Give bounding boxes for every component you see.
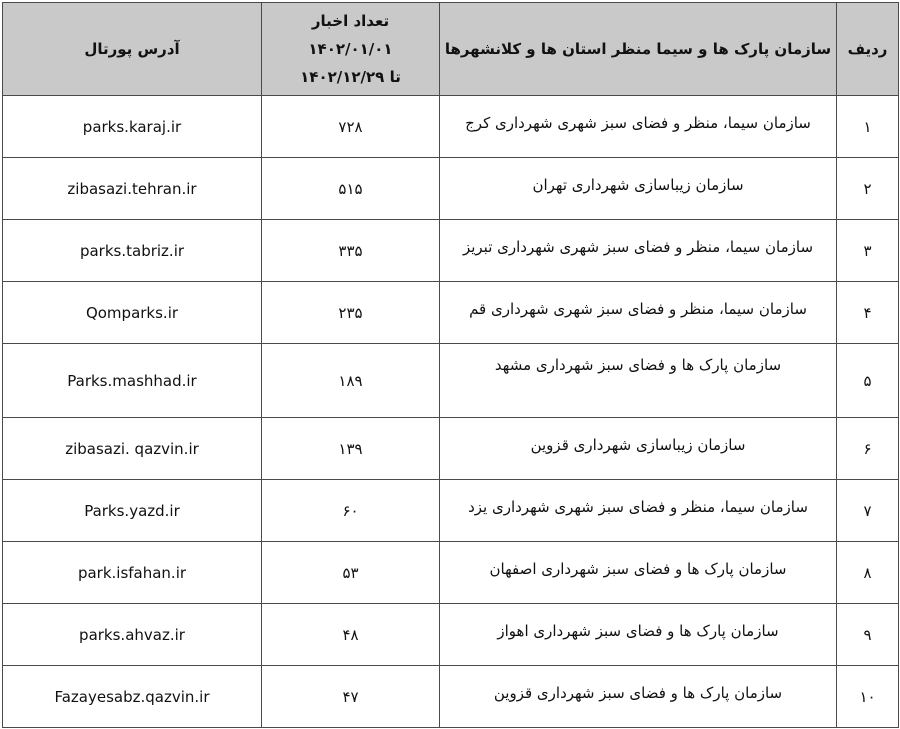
organization-name: سازمان زیباسازی شهرداری تهران xyxy=(532,175,744,194)
portal-address: park.isfahan.ir xyxy=(3,542,262,604)
header-row-number: ردیف xyxy=(837,3,899,96)
organization-name: سازمان سیما، منظر و فضای سبز شهری شهرداری یزد xyxy=(468,497,808,516)
portal-address: parks.karaj.ir xyxy=(3,96,262,158)
table-row xyxy=(3,158,899,220)
organization-name: سازمان سیما، منظر و فضای سبز شهری شهرداری قم xyxy=(469,299,807,318)
row-number: ۷ xyxy=(837,480,899,542)
table-row xyxy=(3,480,899,542)
table-body xyxy=(3,96,899,728)
row-number: ۶ xyxy=(837,418,899,480)
parks-news-table xyxy=(2,2,899,728)
news-count: ۳۳۵ xyxy=(262,220,440,282)
table-header xyxy=(3,3,899,96)
news-count: ۴۸ xyxy=(262,604,440,666)
news-count: ۴۷ xyxy=(262,666,440,728)
header-portal-address: آدرس پورتال xyxy=(3,3,262,96)
news-count: ۵۱۵ xyxy=(262,158,440,220)
table-row xyxy=(3,282,899,344)
table-row xyxy=(3,604,899,666)
row-number: ۱ xyxy=(837,96,899,158)
table-row xyxy=(3,418,899,480)
row-number: ۱۰ xyxy=(837,666,899,728)
table-row xyxy=(3,96,899,158)
organization-name: سازمان سیما، منظر و فضای سبز شهری شهرداری تبریز xyxy=(462,237,814,256)
row-number: ۲ xyxy=(837,158,899,220)
news-count: ۲۳۵ xyxy=(262,282,440,344)
organization-name: سازمان پارک ها و فضای سبز شهرداری اصفهان xyxy=(489,559,787,578)
portal-address: zibasazi. qazvin.ir xyxy=(3,418,262,480)
news-count: ۷۲۸ xyxy=(262,96,440,158)
organization-name: سازمان زیباسازی شهرداری قزوین xyxy=(530,435,746,454)
header-row xyxy=(3,3,899,96)
organization-name: سازمان پارک ها و فضای سبز شهرداری قزوین xyxy=(493,683,783,702)
organization-name: سازمان پارک ها و فضای سبز شهرداری مشهد xyxy=(494,356,782,374)
header-news-count xyxy=(262,3,440,96)
table-row xyxy=(3,666,899,728)
row-number: ۵ xyxy=(837,344,899,418)
row-number: ۳ xyxy=(837,220,899,282)
portal-address: Parks.mashhad.ir xyxy=(3,344,262,418)
header-organization: سازمان پارک ها و سیما منظر استان ها و کلانشهرها xyxy=(440,3,837,96)
portal-address: parks.tabriz.ir xyxy=(3,220,262,282)
portal-address: Parks.yazd.ir xyxy=(3,480,262,542)
portal-address: Fazayesabz.qazvin.ir xyxy=(3,666,262,728)
organization-name: سازمان پارک ها و فضای سبز شهرداری اهواز xyxy=(497,621,779,640)
row-number: ۸ xyxy=(837,542,899,604)
row-number: ۴ xyxy=(837,282,899,344)
header-news-count-title: تعداد اخبار xyxy=(311,12,390,30)
portal-address: Qomparks.ir xyxy=(3,282,262,344)
news-count: ۱۸۹ xyxy=(262,344,440,418)
table-row xyxy=(3,344,899,418)
portal-address: parks.ahvaz.ir xyxy=(3,604,262,666)
news-count: ۵۳ xyxy=(262,542,440,604)
organization-name: سازمان سیما، منظر و فضای سبز شهری شهرداری کرج xyxy=(465,113,811,132)
header-news-count-from: ۱۴۰۲/۰۱/۰۱ xyxy=(308,40,393,58)
news-count: ۶۰ xyxy=(262,480,440,542)
table-row xyxy=(3,220,899,282)
row-number: ۹ xyxy=(837,604,899,666)
header-news-count-to: تا ۱۴۰۲/۱۲/۲۹ xyxy=(300,68,401,86)
news-count: ۱۳۹ xyxy=(262,418,440,480)
table-row xyxy=(3,542,899,604)
portal-address: zibasazi.tehran.ir xyxy=(3,158,262,220)
